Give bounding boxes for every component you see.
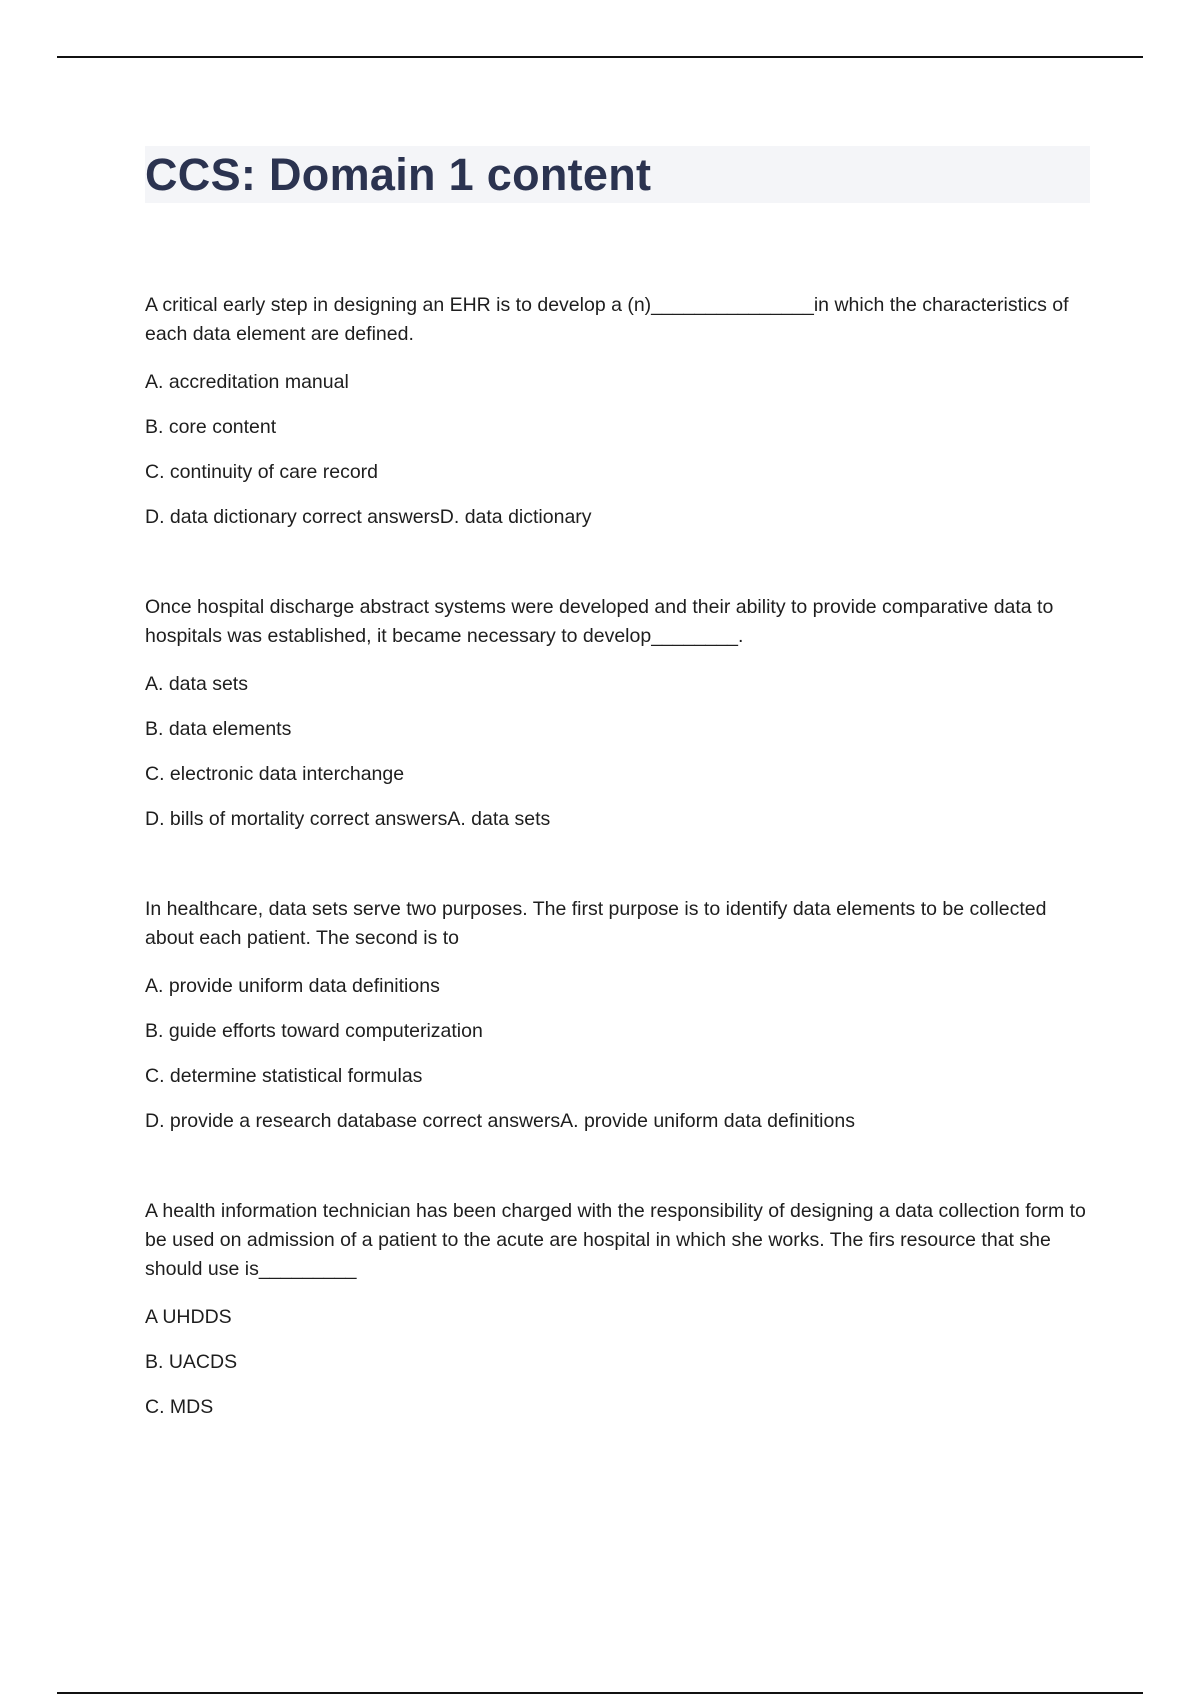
answer-option: B. data elements (145, 718, 292, 740)
question-text: In healthcare, data sets serve two purposes. The first purpose is to identify data elements to be collected about each patient. The second is to (145, 898, 1047, 949)
document-title: CCS: Domain 1 content (145, 149, 652, 200)
answer-option: B. guide efforts toward computerization (145, 1020, 483, 1042)
bottom-rule (57, 1692, 1143, 1694)
answer-option: D. bills of mortality correct answersA. data sets (145, 808, 551, 830)
document-body (145, 146, 1090, 1483)
title-bar (145, 146, 1090, 203)
answer-option: B. core content (145, 416, 277, 438)
answer-option: A UHDDS (145, 1306, 232, 1328)
question-text: Once hospital discharge abstract systems were developed and their ability to provide comparative data to hospitals was established, it became necessary to develop________. (145, 596, 1054, 647)
question-3 (145, 895, 1090, 1135)
question-2 (145, 593, 1090, 833)
answer-option: D. data dictionary correct answersD. data dictionary (145, 506, 592, 528)
top-rule (57, 56, 1143, 58)
answer-option: C. MDS (145, 1396, 214, 1418)
question-text: A critical early step in designing an EHR is to develop a (n)_______________in which the characteristics of each data element are defined. (145, 294, 1069, 345)
answer-option: C. determine statistical formulas (145, 1065, 423, 1087)
answer-option: A. data sets (145, 673, 248, 695)
question-4 (145, 1197, 1090, 1421)
answer-option: A. accreditation manual (145, 371, 349, 393)
answer-option: B. UACDS (145, 1351, 238, 1373)
question-text: A health information technician has been charged with the responsibility of designing a data collection form to be used on admission of a patient to the acute are hospital in which she works. The firs resource that she should use is_________ (145, 1200, 1086, 1280)
answer-option: C. continuity of care record (145, 461, 379, 483)
question-1 (145, 291, 1090, 531)
answer-option: A. provide uniform data definitions (145, 975, 440, 997)
answer-option: C. electronic data interchange (145, 763, 405, 785)
answer-option: D. provide a research database correct answersA. provide uniform data definitions (145, 1110, 855, 1132)
